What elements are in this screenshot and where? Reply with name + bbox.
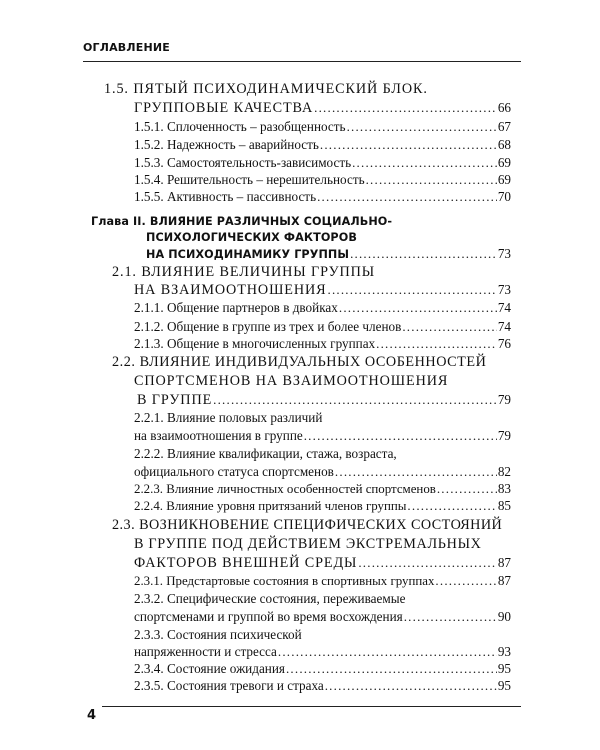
toc-entry-2-1-3 [134, 334, 511, 354]
toc-entry-2-3-1 [134, 571, 511, 591]
dot-leader [213, 390, 497, 410]
toc-entry-2-3 [112, 515, 502, 535]
toc-entry-2-3-cont-1 [134, 534, 482, 554]
toc-page-number: 87 [497, 573, 511, 589]
toc-chapter-2-cont-2 [146, 244, 511, 264]
dot-leader [325, 676, 497, 696]
toc-page-number: 69 [497, 155, 511, 171]
toc-entry-text: 2.3.4. Состояние ожидания [134, 660, 285, 676]
toc-entry-text: 2.2.3. Влияние личностных особенностей спортсменов [134, 482, 436, 497]
toc-entry-text: ПСИХОЛОГИЧЕСКИХ ФАКТОРОВ [146, 231, 357, 245]
toc-entry-text: 2.3.3. Состояния психической [134, 626, 302, 642]
toc-entry-text: ГРУППОВЫЕ КАЧЕСТВА [134, 99, 314, 116]
dot-leader [314, 98, 497, 118]
toc-page-number: 90 [497, 609, 511, 625]
toc-page-number: 66 [497, 99, 511, 115]
toc-entry-text: НА ПСИХОДИНАМИКУ ГРУППЫ [146, 248, 350, 262]
dot-leader [358, 553, 496, 573]
toc-entry-2-1-1 [134, 298, 511, 318]
toc-page-number: 93 [497, 643, 511, 659]
toc-page-number: 74 [497, 318, 511, 334]
toc-page-number: 69 [497, 172, 511, 188]
toc-entry-text: 2.1.3. Общение в многочисленных группах [134, 335, 376, 351]
toc-entry-text: официального статуса спортсменов [134, 463, 334, 479]
page-number: 4 [87, 708, 97, 723]
toc-entry-2-1-cont [134, 280, 511, 300]
dot-leader [339, 298, 497, 318]
toc-entry-text: НА ВЗАИМООТНОШЕНИЯ [134, 282, 327, 299]
toc-entry-text: 2.2.2. Влияние квалификации, стажа, возраста, [134, 445, 397, 461]
toc-page-number: 95 [497, 678, 511, 693]
toc-entry-2-2-cont-1 [134, 371, 448, 391]
toc-entry-text: Глава II. ВЛИЯНИЕ РАЗЛИЧНЫХ СОЦИАЛЬНО- [91, 214, 393, 228]
toc-entry-2-3-2 [134, 589, 405, 609]
toc-entry-text: 1.5.1. Сплоченность – разобщенность [134, 118, 346, 134]
dot-leader [320, 135, 497, 155]
toc-entry-text: спортсменами и группой во время восхождения [134, 609, 403, 625]
toc-entry-2-2-2 [134, 444, 397, 464]
toc-entry-1-5-1 [134, 117, 511, 137]
dot-leader [376, 334, 497, 354]
toc-entry-text: 2.2. ВЛИЯНИЕ ИНДИВИДУАЛЬНЫХ ОСОБЕННОСТЕЙ [112, 353, 487, 370]
toc-page-number: 67 [497, 118, 511, 134]
toc-entry-2-2-1-cont [134, 426, 511, 446]
toc-entry-text: ФАКТОРОВ ВНЕШНЕЙ СРЕДЫ [134, 555, 358, 572]
toc-entry-text: 2.3.1. Предстартовые состояния в спортивных группах [134, 574, 435, 589]
dot-leader [304, 426, 497, 446]
dot-leader [350, 244, 497, 264]
toc-page-number: 82 [497, 463, 511, 479]
toc-entry-2-2-4 [134, 496, 511, 516]
toc-entry-text: 2.2.1. Влияние половых различий [134, 409, 323, 425]
toc-entry-text: В ГРУППЕ [137, 391, 213, 408]
toc-entry-text: 2.1.2. Общение в группе из трех и более членов [134, 318, 402, 334]
toc-entry-text: СПОРТСМЕНОВ НА ВЗАИМООТНОШЕНИЯ [134, 372, 449, 389]
dot-leader [435, 571, 496, 591]
toc-page-number: 79 [497, 391, 511, 407]
toc-page-number: 76 [497, 335, 511, 351]
toc-entry-text: 2.2.4. Влияние уровня притязаний членов группы [134, 499, 407, 514]
toc-entry-text: 1.5.3. Самостоятельность-зависимость [134, 155, 352, 171]
toc-entry-1-5-2 [134, 135, 511, 155]
toc-entry-text: на взаимоотношения в группе [134, 427, 303, 443]
page-header-title: ОГЛАВЛЕНИЕ [83, 41, 170, 54]
toc-entry-2-2-1 [134, 408, 322, 428]
toc-page-number: 95 [497, 660, 511, 676]
toc-entry-text: 2.1.1. Общение партнеров в двойках [134, 300, 338, 316]
toc-entry-1-5-5 [134, 187, 511, 207]
toc-page-number: 85 [497, 498, 511, 514]
dot-leader [407, 496, 496, 516]
toc-entry-2-2-cont-2 [137, 390, 511, 410]
toc-entry-text: В ГРУППЕ ПОД ДЕЙСТВИЕМ ЭКСТРЕМАЛЬНЫХ [134, 536, 482, 553]
toc-entry-text: 1.5.5. Активность – пассивность [134, 189, 317, 205]
toc-entry-1-5-cont [134, 98, 511, 118]
footer-rule [102, 706, 521, 707]
toc-entry-text: 1.5.2. Надежность – аварийность [134, 136, 319, 152]
toc-entry-text: напряженности и стресса [134, 643, 277, 659]
toc-entry-2-1 [112, 262, 375, 282]
toc-entry-text: 2.1. ВЛИЯНИЕ ВЕЛИЧИНЫ ГРУППЫ [112, 264, 376, 281]
toc-entry-text: 2.3.2. Специфические состояния, переживаемые [134, 591, 406, 607]
header-rule [83, 61, 521, 62]
toc-page-number: 83 [497, 481, 511, 497]
toc-page-number: 73 [497, 246, 511, 262]
toc-entry-text: 1.5.4. Решительность – нерешительность [134, 172, 365, 188]
toc-entry-2-2 [112, 352, 486, 372]
toc-page-number: 87 [497, 555, 511, 571]
toc-page-number: 70 [497, 189, 511, 205]
toc-page-number: 68 [497, 136, 511, 152]
toc-page-number: 73 [497, 282, 511, 298]
dot-leader [404, 607, 497, 627]
dot-leader [347, 117, 497, 137]
dot-leader [317, 187, 497, 207]
toc-entry-1-5 [104, 79, 428, 99]
toc-entry-2-3-cont-2 [134, 553, 511, 573]
dot-leader [328, 280, 497, 300]
toc-page-number: 79 [497, 427, 511, 443]
toc-entry-text: 2.3. ВОЗНИКНОВЕНИЕ СПЕЦИФИЧЕСКИХ СОСТОЯНИЙ [112, 517, 503, 534]
toc-entry-2-3-5 [134, 676, 511, 696]
toc-entry-text: 1.5. ПЯТЫЙ ПСИХОДИНАМИЧЕСКИЙ БЛОК. [104, 81, 428, 97]
toc-page-number: 74 [497, 300, 511, 316]
toc-entry-text: 2.3.5. Состояния тревоги и страха [134, 678, 324, 693]
